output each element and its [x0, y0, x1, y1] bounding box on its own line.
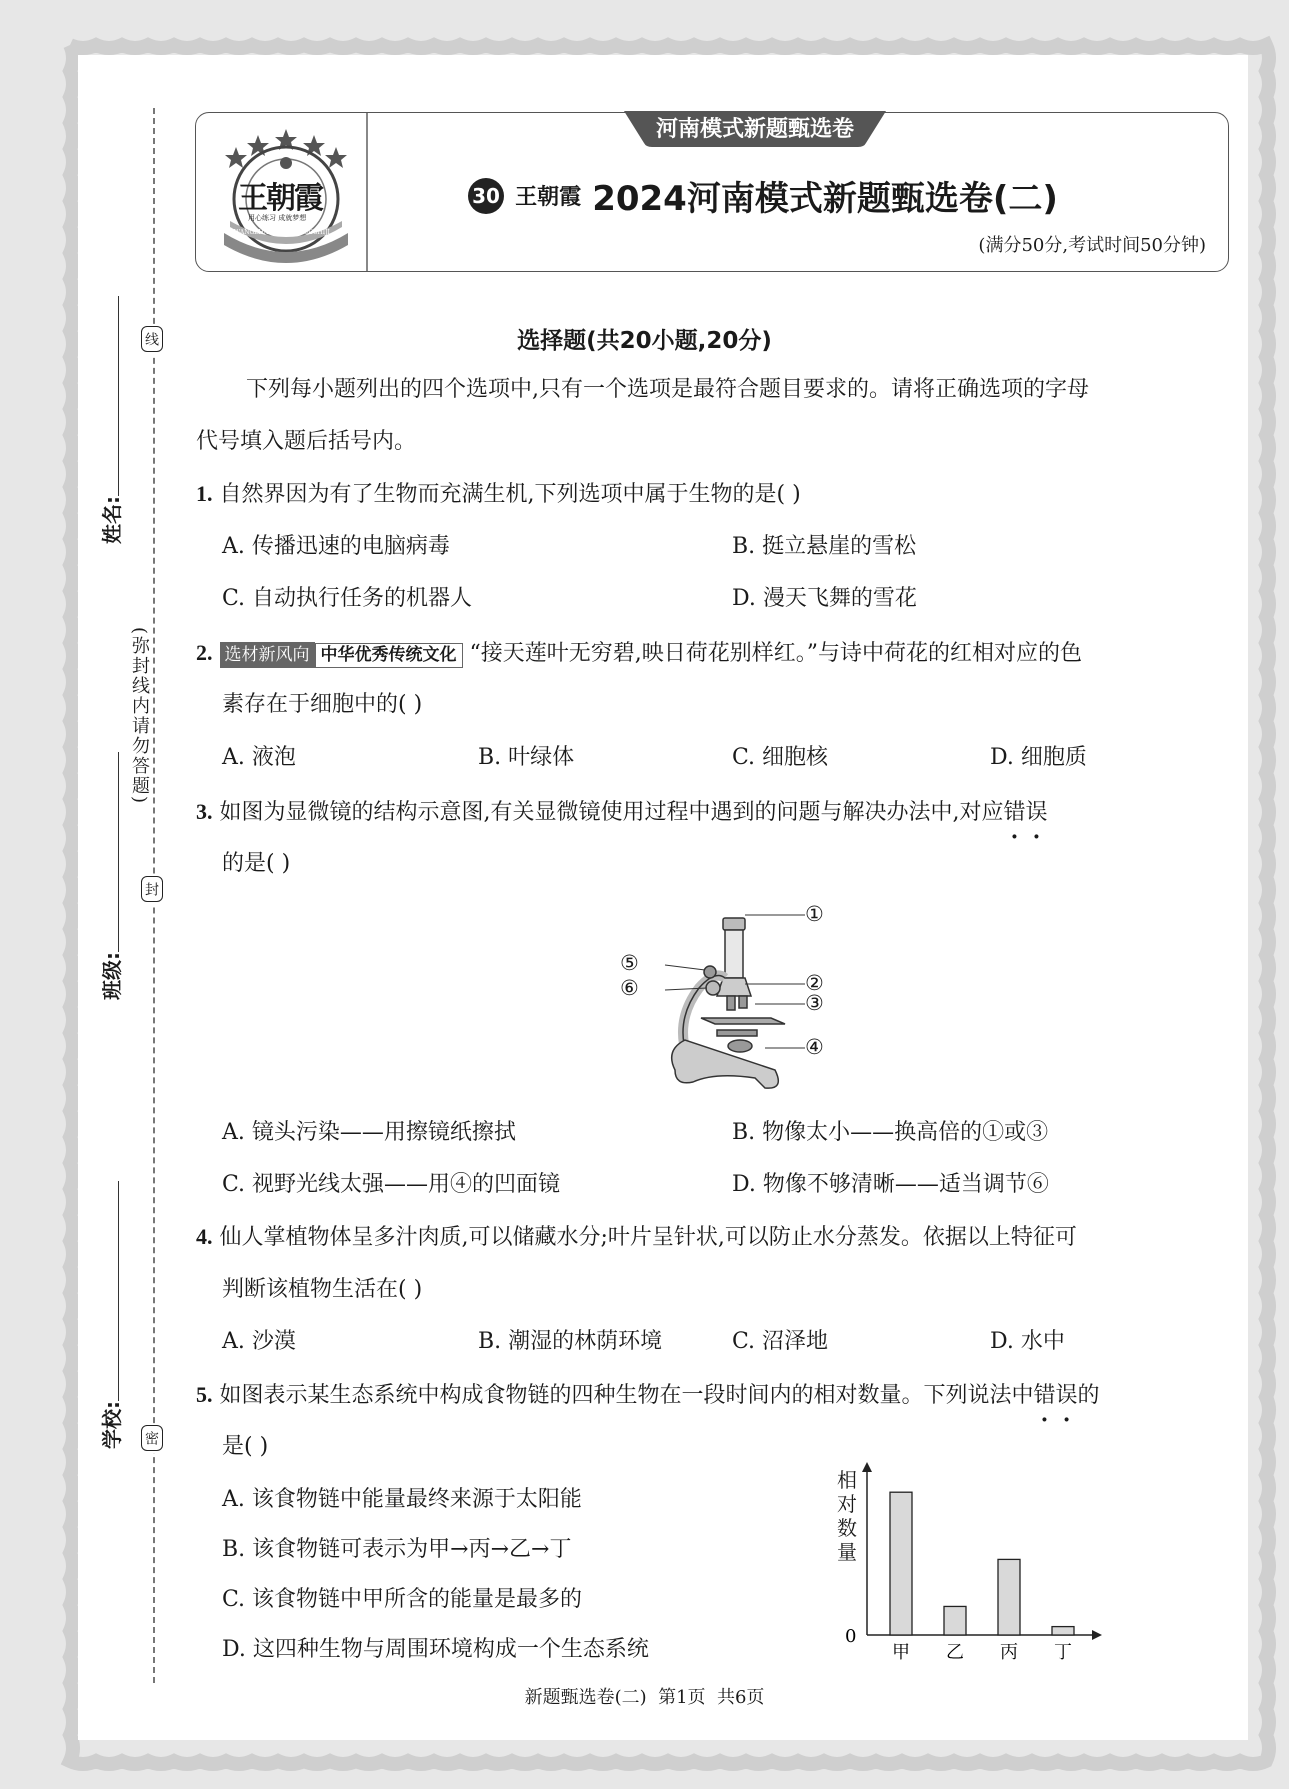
marker-line: 线	[141, 326, 163, 354]
fig-label-5: ⑤	[620, 951, 639, 975]
tag-new-trend: 选材新风向	[220, 642, 315, 668]
question-4: 4. 仙人掌植物体呈多汁肉质,可以储藏水分;叶片呈针状,可以防止水分蒸发。依据以上特征可	[196, 1224, 1077, 1250]
logo-divider	[366, 113, 368, 271]
q2-option-c[interactable]: C. 细胞核	[732, 745, 829, 770]
question-5: 5. 如图表示某生态系统中构成食物链的四种生物在一段时间内的相对数量。下列说法中错误的	[196, 1382, 1100, 1408]
logo-ring-text: WANGZHAOXIANJIEHUOSHIJI	[234, 229, 330, 236]
q3-option-a[interactable]: A. 镜头污染——用擦镜纸擦拭	[222, 1120, 516, 1145]
title-number-badge: 30	[468, 178, 504, 214]
q5-option-d[interactable]: D. 这四种生物与周围环境构成一个生态系统	[222, 1637, 649, 1662]
page-footer: 新题甄选卷(二) 第1页 共6页	[524, 1687, 765, 1708]
fig-label-4: ④	[805, 1035, 824, 1059]
instruction-line-2: 代号填入题后括号内。	[196, 429, 417, 454]
instruction-line-1: 下列每小题列出的四个选项中,只有一个选项是最符合题目要求的。请将正确选项的字母	[246, 377, 1089, 402]
marker-secret: 密	[141, 1425, 163, 1453]
category-label-0: 甲	[892, 1642, 910, 1663]
q5-option-b[interactable]: B. 该食物链可表示为甲→丙→乙→丁	[222, 1537, 572, 1562]
fig-label-2: ②	[805, 971, 824, 995]
q1-option-a[interactable]: A. 传播迅速的电脑病毒	[222, 534, 450, 559]
tag-culture: 中华优秀传统文化	[315, 643, 463, 668]
question-3-cont: 的是( )	[222, 851, 291, 876]
bar-1	[944, 1606, 966, 1635]
q1-option-c[interactable]: C. 自动执行任务的机器人	[222, 586, 473, 611]
question-5-cont: 是( )	[222, 1434, 269, 1459]
header-box	[195, 112, 1229, 272]
banner-text: 河南模式新题甄选卷	[655, 117, 854, 142]
exam-info: (满分50分,考试时间50分钟)	[978, 235, 1206, 256]
label-school: 学校:	[96, 1169, 125, 1449]
label-class: 班级:	[96, 740, 125, 1000]
section-heading: 选择题(共20小题,20分)	[517, 328, 772, 354]
fig-label-6: ⑥	[620, 976, 639, 1000]
q3-option-d[interactable]: D. 物像不够清晰——适当调节⑥	[732, 1172, 1049, 1197]
category-label-1: 乙	[946, 1642, 964, 1663]
title-brand: 王朝霞	[515, 184, 582, 210]
q5-option-a[interactable]: A. 该食物链中能量最终来源于太阳能	[222, 1487, 582, 1512]
label-name: 姓名:	[96, 284, 125, 544]
bar-3	[1052, 1627, 1074, 1635]
q1-option-d[interactable]: D. 漫天飞舞的雪花	[732, 586, 917, 611]
page-title: 2024河南模式新题甄选卷(二)	[592, 179, 1058, 219]
q3-option-b[interactable]: B. 物像太小——换高倍的①或③	[732, 1120, 1049, 1145]
question-1: 1. 自然界因为有了生物而充满生机,下列选项中属于生物的是( )	[196, 481, 801, 507]
title-row	[468, 171, 1058, 220]
bar-0	[890, 1492, 912, 1635]
logo-tagline: 用心练习 成就梦想	[248, 214, 307, 222]
q5-option-c[interactable]: C. 该食物链中甲所含的能量是最多的	[222, 1587, 583, 1612]
school-input-line[interactable]	[100, 1181, 119, 1401]
question-2-cont: 素存在于细胞中的( )	[222, 692, 423, 717]
category-label-3: 丁	[1054, 1642, 1072, 1663]
marker-seal: 封	[141, 876, 163, 904]
q2-option-a[interactable]: A. 液泡	[222, 745, 296, 770]
q4-option-b[interactable]: B. 潮湿的林荫环境	[478, 1329, 663, 1354]
logo-name: 王朝霞	[238, 181, 322, 216]
bar-2	[998, 1559, 1020, 1635]
q2-option-d[interactable]: D. 细胞质	[990, 745, 1087, 770]
question-4-cont: 判断该植物生活在( )	[222, 1277, 423, 1302]
q1-option-b[interactable]: B. 挺立悬崖的雪松	[732, 534, 917, 559]
class-input-line[interactable]	[100, 752, 119, 952]
category-label-2: 丙	[1000, 1642, 1018, 1663]
chart-origin-label: 0	[845, 1626, 857, 1647]
question-2: 2. 选材新风向 中华优秀传统文化 “接天莲叶无穷碧,映日荷花别样红。”与诗中荷花的红相对应的色	[196, 640, 1082, 666]
q2-option-b[interactable]: B. 叶绿体	[478, 745, 575, 770]
bar-chart	[830, 1460, 1120, 1665]
fig-label-1: ①	[805, 902, 824, 926]
q4-option-d[interactable]: D. 水中	[990, 1329, 1065, 1354]
q3-option-c[interactable]: C. 视野光线太强——用④的凹面镜	[222, 1172, 561, 1197]
fig-label-3: ③	[805, 991, 824, 1015]
chart-ylabel: 相对数量	[837, 1468, 857, 1564]
q4-option-c[interactable]: C. 沼泽地	[732, 1329, 829, 1354]
question-3: 3. 如图为显微镜的结构示意图,有关显微镜使用过程中遇到的问题与解决办法中,对应错误	[196, 799, 1048, 825]
q4-option-a[interactable]: A. 沙漠	[222, 1329, 296, 1354]
sidebar-notice: (弥封线内请勿答题)	[129, 627, 150, 806]
